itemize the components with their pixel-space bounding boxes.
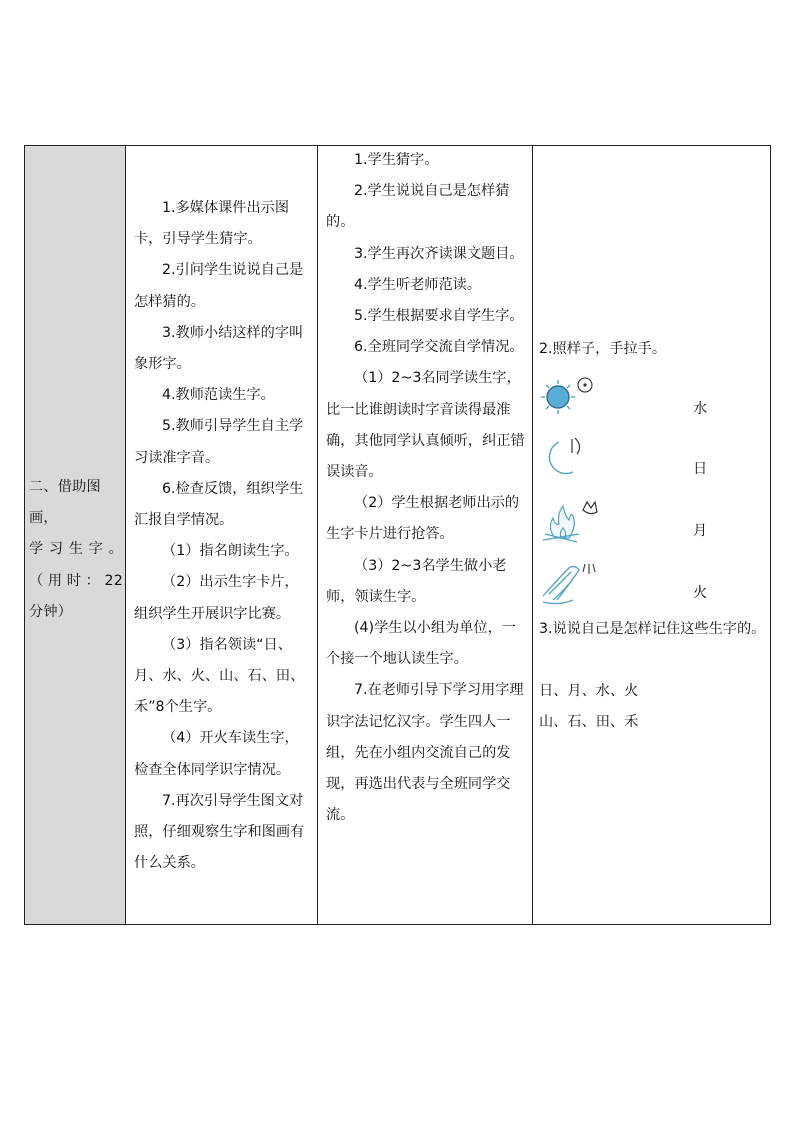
- student-substep: （1）2~3名同学读生字，比一比谁朗读时字音读得最准确，其他同学认真倾听，纠正错误读音。: [326, 370, 525, 481]
- match-row: [533, 376, 771, 432]
- water-icon: [539, 560, 599, 608]
- fire-icon: [539, 498, 599, 546]
- stage-column: [25, 146, 126, 924]
- match-row: [533, 560, 771, 616]
- teacher-step: 6.检查反馈，组织学生汇报自学情况。: [134, 480, 304, 529]
- teacher-column: [126, 146, 318, 924]
- student-step: 7.在老师引导下学习用字理识字法记忆汉字。学生四人一组，先在小组内交流自己的发现，再选出代表与全班同学交流。: [326, 682, 524, 824]
- teacher-step: 5.教师引导学生自主学习读准字音。: [134, 418, 304, 466]
- stage-line: 分钟）: [29, 603, 73, 620]
- teacher-substep: （3）指名领读“日、月、水、火、山、石、田、禾”8个生字。: [134, 636, 305, 716]
- student-text: [326, 145, 528, 831]
- teacher-step: 1.多媒体课件出示图卡，引导学生猜字。: [134, 200, 290, 248]
- teacher-substep: （2）出示生字卡片，组织学生开展识字比赛。: [134, 574, 299, 622]
- task-3-label: 3.说说自己是怎样记住这些生字的。: [539, 621, 766, 637]
- student-step: 3.学生再次齐读课文题目。: [354, 245, 524, 262]
- sun-icon: [539, 376, 599, 424]
- char-yue: 月: [693, 523, 708, 539]
- match-row: [533, 436, 771, 492]
- teacher-step: 2.引问学生说说自己是怎样猜的。: [134, 262, 304, 310]
- stage-line: （用时：22: [29, 572, 123, 589]
- student-step: 1.学生猜字。: [354, 152, 439, 168]
- teacher-step: 4.教师范读生字。: [162, 387, 275, 404]
- student-substep: (4)学生以小组为单位，一个接一个地认读生字。: [326, 620, 516, 668]
- teacher-step: 7.再次引导学生图文对照，仔细观察生字和图画有什么关系。: [134, 792, 305, 872]
- student-step: 2.学生说说自己是怎样猜的。: [326, 183, 510, 231]
- student-column: [318, 146, 533, 924]
- student-step: 6.全班同学交流自学情况。: [354, 339, 524, 356]
- char-group-2: 山、石、田、禾: [539, 714, 639, 730]
- student-step: 5.学生根据要求自学生字。: [354, 308, 524, 325]
- student-step: 4.学生听老师范读。: [354, 276, 482, 293]
- teacher-substep: （1）指名朗读生字。: [162, 543, 299, 560]
- practice-column: [533, 146, 770, 924]
- match-row: [533, 498, 771, 554]
- student-substep: （2）学生根据老师出示的生字卡片进行抢答。: [326, 495, 520, 543]
- stage-text: [29, 472, 123, 628]
- teacher-substep: （4）开火车读生字，检查全体同学识字情况。: [134, 730, 299, 778]
- char-huo: 火: [693, 585, 708, 601]
- stage-line: 学 习 生 字 。: [29, 541, 123, 558]
- char-ri: 日: [693, 461, 708, 477]
- moon-icon: [539, 436, 599, 484]
- char-group-1: 日、月、水、火: [539, 683, 639, 699]
- lesson-table: [24, 145, 771, 925]
- task-2-label: 2.照样子，手拉手。: [539, 341, 667, 357]
- stage-line: 二、借助图画，: [29, 479, 101, 527]
- teacher-step: 3.教师小结这样的字叫象形字。: [134, 324, 304, 373]
- teacher-text: [134, 193, 312, 879]
- char-shui: 水: [693, 401, 708, 417]
- student-substep: （3）2~3名学生做小老师，领读生字。: [326, 557, 507, 605]
